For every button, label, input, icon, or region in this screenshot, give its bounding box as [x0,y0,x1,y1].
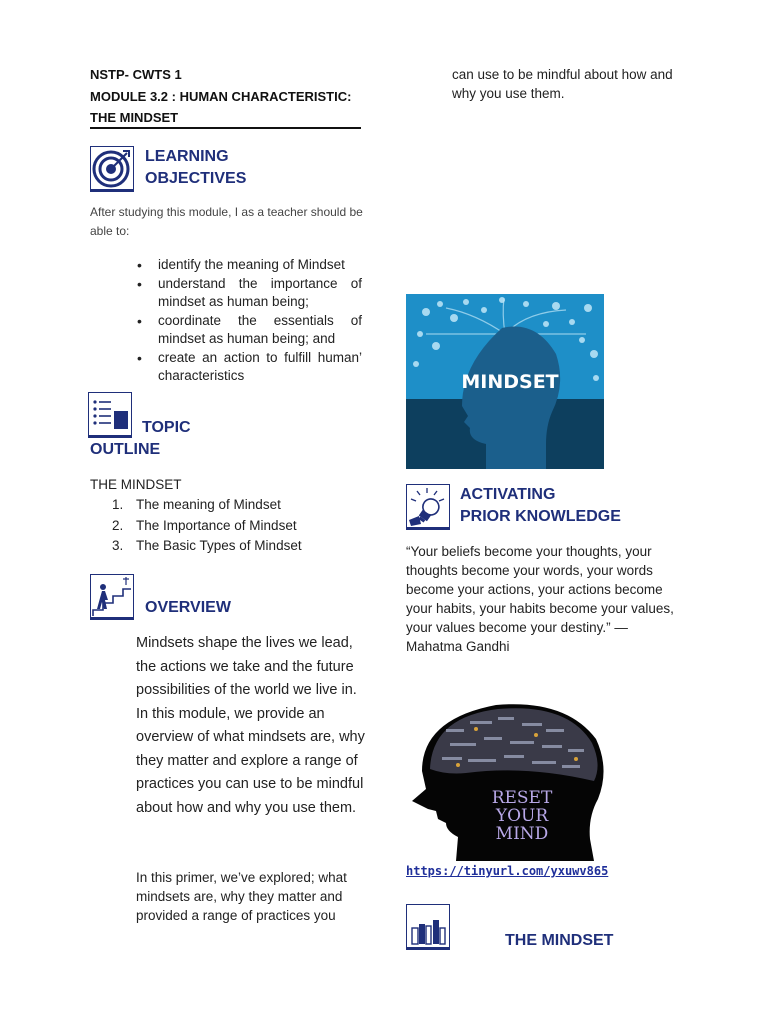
outline-heading: THE MINDSET [90,477,182,492]
list-item: • identify the meaning of Mindset [134,256,362,275]
objectives-list [134,256,362,386]
mind-text: MIND [495,824,549,844]
reference-link[interactable]: https://tinyurl.com/yxuwv865 [406,864,609,878]
stairs-icon [90,574,134,620]
list-item: • coordinate the essentials of mindset as human being; and [134,312,362,349]
overview-primer: In this primer, we’ve explored; what mindsets are, why they matter and provided a range of practices you [136,870,347,923]
list-item: 1. The meaning of Mindset [112,497,281,512]
learning-objectives-title: LEARNING OBJECTIVES [145,148,247,187]
reset-text: RESET [491,788,553,808]
mindset-section-title: THE MINDSET [505,932,614,949]
overview-title: OVERVIEW [145,599,231,616]
your-text: YOUR [495,806,549,826]
books-icon [406,904,450,950]
lightbulb-icon [406,484,450,530]
mindset-image [406,294,604,469]
module-title: MODULE 3.2 : HUMAN CHARACTERISTIC: [90,88,352,104]
continuation-text: can use to be mindful about how and why you use them. [452,67,673,101]
list-item: • create an action to fulfill human’ characteristics [134,349,362,386]
list-item: 2. The Importance of Mindset [112,517,297,533]
module-subtitle: THE MINDSET [90,110,179,125]
gandhi-quote: “Your beliefs become your thoughts, your thoughts become your words, your words become your actions, your actions become your habits, your habits become your values, your values become your destiny.” — Mahatma Gandhi [406,544,674,654]
header-rule [90,127,361,129]
outline-list [112,495,372,557]
list-item: 3. The Basic Types of Mindset [112,538,302,553]
topic-title-line2: OUTLINE [90,441,161,458]
overview-paragraph: Mindsets shape the lives we lead, the actions we take and the future possibilities of the world we live in. In this module, we provide an overview of what mindsets are, why they matter and explore a range of practices you can use to be mindful about how and why you use them. [136,635,365,816]
reset-mind-image [406,699,608,861]
target-icon [90,146,134,192]
outline-icon [88,392,132,438]
mindset-image-label: MINDSET [461,371,559,393]
document-header [90,64,365,129]
activating-title: ACTIVATING PRIOR KNOWLEDGE [460,486,621,525]
list-item: • understand the importance of mindset as human being; [134,275,362,312]
objectives-intro: After studying this module, I as a teacher should be able to: [90,205,363,238]
course-code: NSTP- CWTS 1 [90,67,182,82]
topic-title-line1: TOPIC [142,419,191,436]
